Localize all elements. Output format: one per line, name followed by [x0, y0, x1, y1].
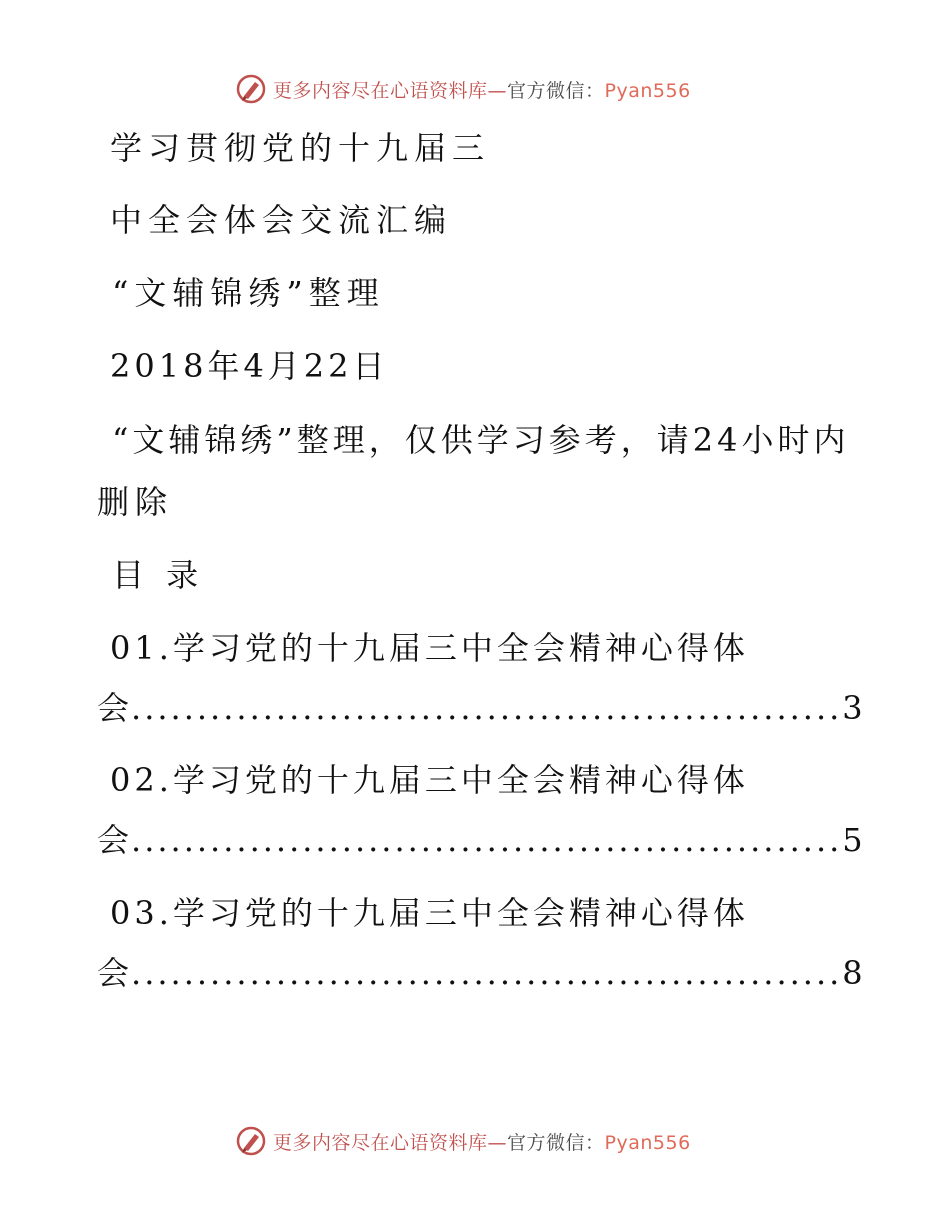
pen-logo-icon: [235, 1125, 267, 1157]
banner-text: 更多内容尽在心语资料库—官方微信：Pyan556: [273, 1131, 691, 1154]
toc-item-page: 8: [842, 954, 863, 992]
pen-logo-icon: [235, 73, 267, 105]
toc-item-tail: 会: [97, 689, 130, 727]
banner-text: 更多内容尽在心语资料库—官方微信：Pyan556: [273, 79, 691, 102]
banner-account: Pyan556: [604, 79, 691, 102]
toc-item-title: 03.学习党的十九届三中全会精神心得体: [110, 894, 749, 932]
doc-compiler: “文辅锦绣”整理: [112, 274, 385, 312]
toc-heading: 目 录: [112, 556, 205, 594]
footer-banner: [235, 1124, 755, 1158]
toc-item-page: 5: [842, 821, 863, 859]
toc-item-title: 01.学习党的十九届三中全会精神心得体: [110, 629, 749, 667]
toc-item-title: 02.学习党的十九届三中全会精神心得体: [110, 761, 749, 799]
toc-item-tail: 会: [97, 821, 130, 859]
header-banner: [235, 72, 755, 106]
doc-date: 2018年4月22日: [110, 347, 389, 385]
banner-wechat-label: 官方微信：: [507, 1131, 605, 1154]
doc-notice-line2: 删除: [97, 483, 174, 521]
toc-item-leader: [97, 820, 863, 860]
toc-item-leader: [97, 953, 863, 993]
toc-dot-leader: ......................................................: [131, 954, 843, 992]
toc-dot-leader: ......................................................: [131, 689, 843, 727]
toc-item-leader: [97, 688, 863, 728]
toc-item-tail: 会: [97, 954, 130, 992]
doc-title-line1: 学习贯彻党的十九届三: [110, 129, 491, 167]
doc-title-line2: 中全会体会交流汇编: [110, 201, 453, 239]
toc-item-page: 3: [842, 689, 863, 727]
toc-dot-leader: ......................................................: [131, 821, 843, 859]
banner-account: Pyan556: [604, 1131, 691, 1154]
banner-wechat-label: 官方微信：: [507, 79, 605, 102]
doc-notice-line1: “文辅锦绣”整理，仅供学习参考，请24小时内: [112, 421, 850, 459]
